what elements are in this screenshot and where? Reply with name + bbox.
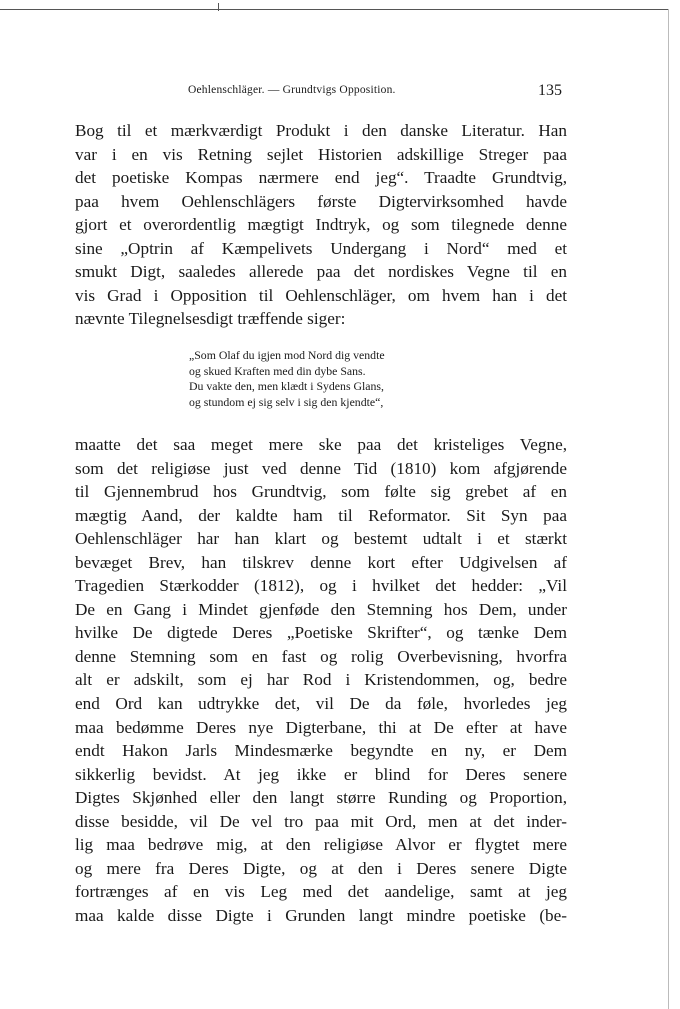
text-line: mægtig Aand, der kaldte ham til Reformator. Sit Syn paa — [75, 505, 567, 525]
text-line: paa hvem Oehlenschlägers første Digtervirksomhed havde — [75, 191, 567, 211]
poem-line: „Som Olaf du igjen mod Nord dig vendte — [189, 348, 385, 362]
top-scan-tick — [218, 3, 219, 11]
paragraph-2 — [75, 433, 567, 927]
text-line: fortrænges af en vis Leg med det aandelige, samt at jeg — [75, 882, 567, 902]
paragraph-1 — [75, 119, 567, 331]
text-line: sikkerlig bevidst. At jeg ikke er blind for Deres senere — [75, 764, 567, 784]
text-line: maa kalde disse Digte i Grunden langt mindre poetiske (be- — [75, 905, 567, 925]
text-line: denne Stemning som en fast og rolig Overbevisning, hvorfra — [75, 646, 567, 666]
poem-line: og skued Kraften med din dybe Sans. — [189, 363, 366, 378]
text-line: som det religiøse just ved denne Tid (1810) kom afgjørende — [75, 458, 567, 478]
text-line: sine „Optrin af Kæmpelivets Undergang i Nord“ med et — [75, 238, 567, 258]
page-number: 135 — [538, 82, 562, 99]
text-line: det poetiske Kompas nærmere end jeg“. Traadte Grundtvig, — [75, 168, 567, 188]
text-line: hvilke De digtede Deres „Poetiske Skrifter“, og tænke Dem — [75, 623, 567, 643]
text-line: nævnte Tilegnelsesdigt træffende siger: — [75, 309, 346, 329]
text-line: bevæget Brev, han tilskrev denne kort efter Udgivelsen af — [75, 552, 567, 572]
poem-line: og stundom ej sig selv i sig den kjendte“, — [189, 395, 384, 410]
text-line: alt er adskilt, som ej har Rod i Kristendommen, og, bedre — [75, 670, 567, 690]
text-line: De en Gang i Mindet gjenføde den Stemning hos Dem, under — [75, 599, 567, 619]
poem-quote — [189, 348, 459, 411]
running-title: Oehlenschläger. — Grundtvigs Opposition. — [188, 84, 396, 96]
poem-line: Du vakte den, men klædt i Sydens Glans, — [189, 379, 384, 394]
text-line: Bog til et mærkværdigt Produkt i den danske Literatur. Han — [75, 121, 567, 140]
text-line: gjort et overordentlig mægtigt Indtryk, og som tilegnede denne — [75, 215, 567, 235]
text-line: til Gjennembrud hos Grundtvig, som følte sig grebet af en — [75, 482, 567, 502]
top-scan-rule — [0, 9, 668, 10]
text-line: maa bedømme Deres nye Digterbane, thi at De efter at have — [75, 717, 567, 737]
page-edge-line — [668, 9, 669, 1009]
text-line: end Ord kan udtrykke det, vil De da føle, hvorledes jeg — [75, 694, 567, 714]
running-head — [0, 84, 680, 104]
text-line: var i en vis Retning sejlet Historien adskillige Streger paa — [75, 144, 567, 164]
text-line: Digtes Skjønhed eller den langt større Runding og Proportion, — [75, 788, 567, 808]
text-line: smukt Digt, saaledes allerede paa det nordiskes Vegne til en — [75, 262, 567, 282]
text-line: vis Grad i Opposition til Oehlenschläger, om hvem han i det — [75, 285, 567, 305]
text-line: og mere fra Deres Digte, og at den i Deres senere Digte — [75, 858, 567, 878]
text-line: disse besidde, vil De vel tro paa mit Ord, men at det inder- — [75, 811, 567, 831]
text-line: Oehlenschläger har han klart og bestemt udtalt i et stærkt — [75, 529, 567, 549]
text-line: endt Hakon Jarls Mindesmærke begyndte en ny, er Dem — [75, 741, 567, 761]
text-line: maatte det saa meget mere ske paa det kristeliges Vegne, — [75, 435, 567, 454]
text-line: lig maa bedrøve mig, at den religiøse Alvor er flygtet mere — [75, 835, 567, 855]
text-line: Tragedien Stærkodder (1812), og i hvilket det hedder: „Vil — [75, 576, 567, 596]
